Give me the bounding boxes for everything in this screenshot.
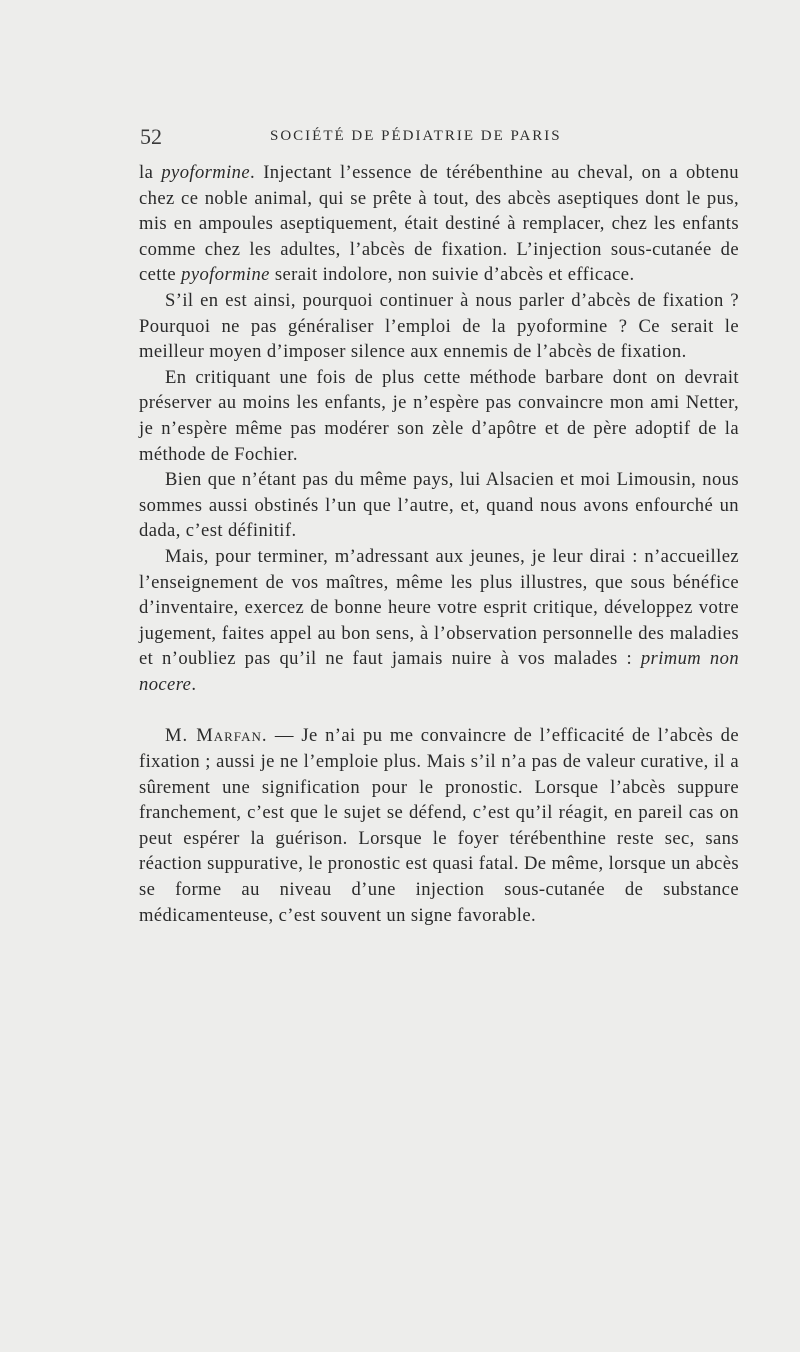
paragraph-1 [139, 160, 739, 288]
running-title: SOCIÉTÉ DE PÉDIATRIE DE PARIS [270, 128, 562, 144]
text-run: . [191, 673, 197, 695]
page-header [140, 124, 740, 154]
page-number: 52 [140, 124, 162, 149]
italic-term: pyoformine [181, 264, 270, 286]
paragraph-3: En critiquant une fois de plus cette méthode barbare dont on devrait préserver au moins les enfants, je n’espère pas convaincre mon ami Netter, je n’espère même pas modérer son zèle d’apôtre et de père adoptif de la méthode de Fochier. [139, 366, 739, 465]
text-run: . Injectant l’essence de térébenthine au cheval, on a obtenu chez ce noble animal, qui se prête à tout, des abcès aseptiques dont le pus, mis en ampoules aseptiquement, était destiné à remplacer, chez les enfants comme chez les adultes, l’abcès de fixation. L’injection sous-cutanée de cette [139, 162, 739, 286]
paragraph-4: Bien que n’étant pas du même pays, lui Alsacien et moi Limousin, nous sommes aussi obstinés l’un que l’autre, et, quand nous avons enfourché un dada, c’est définitif. [139, 469, 739, 542]
paragraph-5 [139, 544, 739, 698]
text-run: — Je n’ai pu me convaincre de l’efficacité de l’abcès de fixation ; aussi je ne l’emploie plus. Mais s’il n’a pas de valeur curative, il a sûrement une signification pour le pronostic. Lorsque l’abcès suppure franchement, c’est que le sujet se défend, c’est qu’il réagit, en pareil cas on peut espérer la guérison. Lorsque le foyer térébenthine reste sec, sans réaction suppurative, le pronostic est quasi fatal. De même, lorsque un abcès se forme au niveau d’une injection sous-cutanée de substance médicamenteuse, c’est souvent un signe favorable. [139, 725, 739, 926]
italic-latin-phrase: primum non nocere [139, 648, 740, 695]
text-run: Mais, pour terminer, m’adressant aux jeunes, je leur dirai : n’accueillez l’enseignement de vos maîtres, même les plus illustres, que sous bénéfice d’inventaire, exercez de bonne heure votre esprit critique, développez votre jugement, faites appel au bon sens, à l’observation personnelle des maladies et n’oubliez pas qu’il ne faut jamais nuire à vos malades : [139, 545, 739, 670]
speaker-name: M. Marfan. [165, 725, 268, 747]
body-text [139, 160, 739, 928]
text-run: la [139, 162, 162, 183]
italic-term: pyoformine [161, 162, 251, 183]
text-run: serait indolore, non suivie d’abcès et efficace. [269, 264, 635, 286]
paragraph-2: S’il en est ainsi, pourquoi continuer à nous parler d’abcès de fixation ? Pourquoi ne pas généraliser l’emploi de la pyoformine ? Ce serait le meilleur moyen d’imposer silence aux ennemis de l’abcès de fixation. [139, 289, 739, 363]
paragraph-marfan [139, 723, 739, 928]
